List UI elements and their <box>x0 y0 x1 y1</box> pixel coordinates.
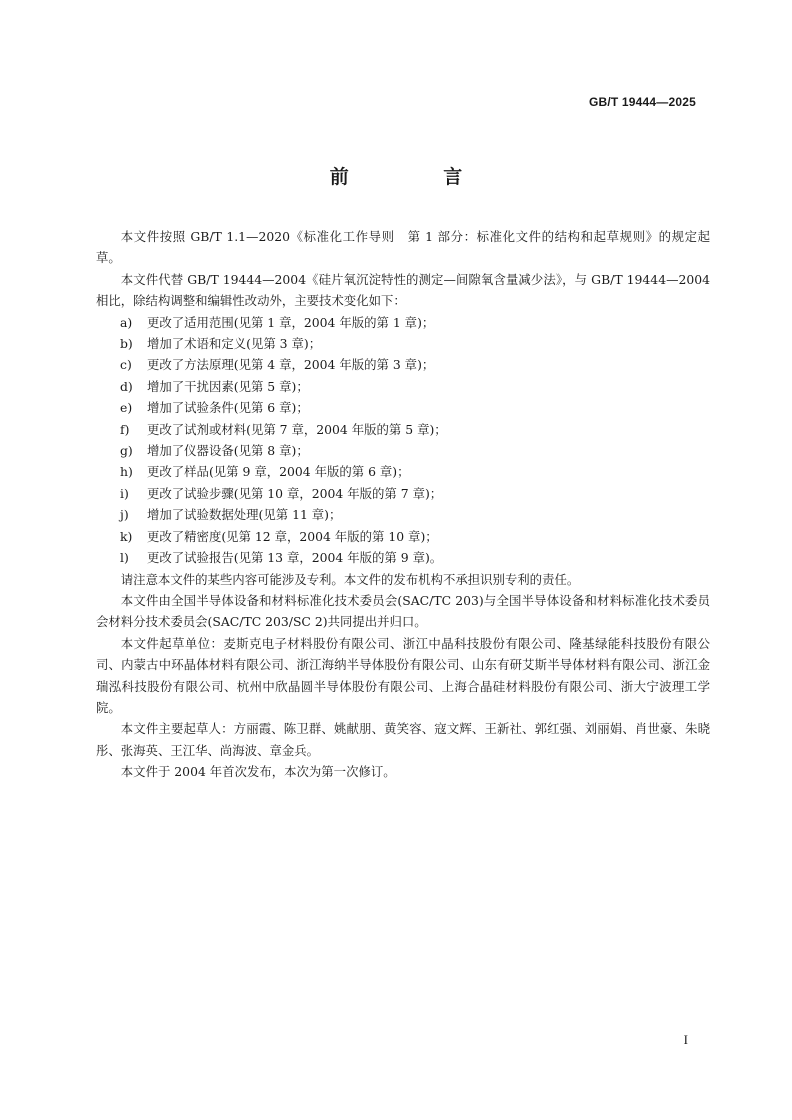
page-number: I <box>683 1032 688 1047</box>
drafting-units: 本文件起草单位：麦斯克电子材料股份有限公司、浙江中晶科技股份有限公司、隆基绿能科技股份有限公司、内蒙古中环晶体材料有限公司、浙江海纳半导体股份有限公司、山东有研艾斯半导体材料有限公司、浙江金瑞泓科技股份有限公司、杭州中欣晶圆半导体股份有限公司、上海合晶硅材料股份有限公司、浙大宁波理工学院。 <box>96 635 710 715</box>
list-item <box>96 526 710 547</box>
list-item-label: j) <box>120 507 129 523</box>
list-item-label: a) <box>120 314 133 330</box>
list-item-label: k) <box>120 528 133 544</box>
list-item <box>96 354 710 375</box>
list-item-label: g) <box>120 443 133 459</box>
patent-notice: 请注意本文件的某些内容可能涉及专利。本文件的发布机构不承担识别专利的责任。 <box>120 571 580 587</box>
intro-paragraph: 本文件代替 GB/T 19444—2004《硅片氧沉淀特性的测定—间隙氧含量减少法》，与 GB/T 19444—2004 相比，除结构调整和编辑性改动外，主要技术变化如下： <box>96 271 710 309</box>
list-item-label: b) <box>120 336 133 352</box>
list-item <box>96 461 710 482</box>
list-item-text: 更改了精密度(见第 12 章，2004 年版的第 10 章)； <box>147 528 438 544</box>
list-item-label: e) <box>120 400 133 416</box>
list-item-text: 更改了试剂或材料(见第 7 章，2004 年版的第 5 章)； <box>147 421 447 437</box>
list-item-label: l) <box>120 550 129 566</box>
list-item-text: 更改了试验步骤(见第 10 章，2004 年版的第 7 章)； <box>147 485 443 501</box>
list-item <box>96 333 710 354</box>
list-item <box>96 440 710 461</box>
standard-code: GB/T 19444—2025 <box>588 95 696 109</box>
list-item-text: 增加了仪器设备(见第 8 章)； <box>147 443 309 459</box>
list-item-text: 增加了试验数据处理(见第 11 章)； <box>147 507 342 523</box>
list-item <box>96 483 710 504</box>
intro-paragraph: 本文件按照 GB/T 1.1—2020《标准化工作导则 第 1 部分：标准化文件的结构和起草规则》的规定起草。 <box>96 229 710 266</box>
list-item-text: 增加了试验条件(见第 6 章)； <box>147 400 309 416</box>
list-item <box>96 376 710 397</box>
changes-list <box>96 312 710 569</box>
list-item-label: i) <box>120 485 129 501</box>
foreword-body <box>96 226 710 783</box>
list-item-text: 增加了干扰因素(见第 5 章)； <box>147 378 309 394</box>
list-item <box>96 419 710 440</box>
list-item-text: 更改了试验报告(见第 13 章，2004 年版的第 9 章)。 <box>147 550 443 566</box>
publication-history: 本文件于 2004 年首次发布，本次为第一次修订。 <box>120 764 396 780</box>
list-item-text: 更改了方法原理(见第 4 章，2004 年版的第 3 章)； <box>147 357 435 373</box>
list-item <box>96 397 710 418</box>
list-item-label: c) <box>120 357 132 373</box>
list-item-label: f) <box>120 421 130 437</box>
list-item <box>96 547 710 568</box>
page-title: 前 言 <box>329 166 507 188</box>
main-drafters: 本文件主要起草人：方丽霞、陈卫群、姚献朋、黄笑容、寇文辉、王新社、郭红强、刘丽娟、肖世豪、朱晓彤、张海英、王江华、尚海波、章金兵。 <box>96 721 710 758</box>
list-item-text: 更改了适用范围(见第 1 章，2004 年版的第 1 章)； <box>147 314 435 330</box>
list-item <box>96 312 710 333</box>
list-item <box>96 504 710 525</box>
proposing-organization: 本文件由全国半导体设备和材料标准化技术委员会(SAC/TC 203)与全国半导体设备和材料标准化技术委员会材料分技术委员会(SAC/TC 203/SC 2)共同提出并归口。 <box>96 592 710 630</box>
list-item-label: h) <box>120 464 133 480</box>
list-item-label: d) <box>120 378 133 394</box>
list-item-text: 更改了样品(见第 9 章，2004 年版的第 6 章)； <box>147 464 410 480</box>
list-item-text: 增加了术语和定义(见第 3 章)； <box>147 336 322 352</box>
